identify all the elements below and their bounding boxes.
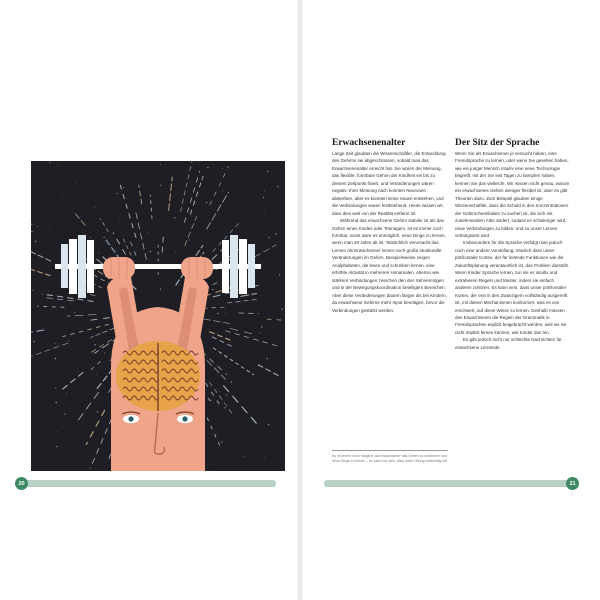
star-dot bbox=[278, 216, 279, 217]
star-dot bbox=[55, 402, 57, 404]
right-hand bbox=[181, 257, 213, 279]
star-dot bbox=[55, 387, 56, 388]
star-dot bbox=[277, 186, 278, 187]
star-dot bbox=[275, 298, 276, 299]
star-dot bbox=[189, 239, 190, 240]
star-dot bbox=[279, 274, 280, 275]
star-dot bbox=[222, 168, 223, 169]
star-dot bbox=[68, 341, 69, 342]
star-dot bbox=[38, 349, 39, 350]
right-plate bbox=[222, 240, 229, 293]
star-dot bbox=[57, 166, 58, 167]
star-dot bbox=[201, 179, 202, 180]
star-dot bbox=[263, 197, 264, 198]
paragraph: Lange Zeit glaubten die Wissenschaftler, die Entwicklung des Gehirns sei abgeschlossen, sobald man das Erwachsenenalter erreicht hat. Sie waren der Meinung, das flexible, formbare Gehirn der Kindheit sei bis zu diesem Zeitpunkt fixiert, und Veränderungen wären negativ: Ihrer Meinung nach konnten Neuronen absterben, aber es konnten keine neuen entstehen, und die Verbindungen waren festtstehend. Heute wissen wir, dass dies weit von der Realität entfernt ist. bbox=[332, 151, 446, 216]
star-dot bbox=[150, 251, 152, 253]
star-dot bbox=[267, 171, 268, 172]
star-dot bbox=[55, 358, 57, 360]
star-dot bbox=[235, 399, 236, 400]
book-gutter bbox=[297, 0, 303, 600]
star-dot bbox=[245, 411, 246, 412]
star-dot bbox=[221, 441, 222, 442]
star-dot bbox=[66, 394, 67, 395]
star-dot bbox=[43, 368, 44, 369]
star-dot bbox=[35, 241, 36, 242]
star-dot bbox=[281, 308, 283, 310]
star-dot bbox=[261, 327, 262, 328]
star-dot bbox=[49, 162, 50, 163]
text-column-2 bbox=[455, 138, 571, 351]
star-dot bbox=[96, 353, 97, 354]
star-dot bbox=[31, 231, 33, 233]
footer-bar-left bbox=[22, 480, 276, 487]
star-dot bbox=[94, 207, 95, 208]
star-dot bbox=[132, 244, 133, 245]
star-dot bbox=[74, 312, 75, 313]
star-dot bbox=[262, 325, 263, 326]
star-dot bbox=[62, 197, 63, 198]
star-dot bbox=[119, 221, 120, 222]
star-dot bbox=[281, 243, 282, 244]
star-dot bbox=[267, 358, 269, 360]
star-dot bbox=[264, 458, 265, 459]
star-dot bbox=[264, 191, 265, 192]
paragraph: Insbesondere für die Sprache verfolgt man jedoch noch eine andere Vorstellung, nämlich dass unser präfrontaler Kortex, der für leitende Funktionen wie die Zukunftsplanung verantwortlich ist, das Problem darstellt. Wenn Kinder Sprache lernen, tun sie es intuitiv und extrahieren Regeln und Muster, indem sie einfach anderen zuhören. Es kann sein, dass unser präfrontaler Kortex, der erst in den Zwanzigern vollständig ausgereift ist, mit diesen Mechanismen konkurriert, was es uns erschwert, auf diese Weise zu lernen. Deshalb müssen den Erwachsenen die Regeln der Grammatik in Fremdsprachen explizit beigebracht werden, weil sie sie nicht implizit lernen können, wie Kinder das tun. bbox=[455, 240, 570, 335]
star-dot bbox=[64, 414, 65, 415]
star-dot bbox=[225, 313, 226, 314]
star-dot bbox=[123, 187, 124, 188]
left-plate bbox=[61, 244, 68, 288]
star-dot bbox=[217, 313, 219, 315]
star-dot bbox=[56, 446, 57, 447]
star-dot bbox=[49, 229, 50, 230]
section-heading-adulthood: Erwachsenenalter bbox=[332, 138, 406, 148]
weightlifting-brain-illustration bbox=[31, 161, 285, 471]
star-dot bbox=[259, 332, 260, 333]
star-dot bbox=[234, 202, 235, 203]
section-heading-language: Der Sitz der Sprache bbox=[455, 138, 540, 148]
page-number-right: 21 bbox=[566, 477, 579, 490]
paragraph: Wenn Sie als Erwachsener je versucht haben, eine Fremdsprache zu lernen, oder wenn Sie gesehen haben, wie ein junger Mensch intuitiv eine neue Technologie begreift, mit der Sie seit Tagen zu kämpfen haben, kennen Sie das vielleicht. Wir wissen nicht genau, warum ein erwachsenes Gehirn weniger flexibel ist, aber es gibt Theorien dazu. Zum Beispiel glauben einige Wissenschaftler, dass die Schuld in den Konzentrationen der Gehirnchemikalien zu suchen ist, die sich mit zunehmendem Alter ändert, sodass es schwieriger wird, neue Verbindungen zu bilden, und so unser Lernen verlangsamt wird. bbox=[455, 151, 570, 238]
star-dot bbox=[268, 237, 269, 238]
page-number-left: 20 bbox=[15, 477, 28, 490]
star-dot bbox=[210, 464, 211, 465]
star-dot bbox=[155, 247, 156, 248]
paragraph: Es gibt jedoch nicht nur schlechte Nachrichten für erwachsene Lernende. bbox=[455, 337, 562, 350]
left-hand bbox=[103, 257, 135, 279]
star-dot bbox=[117, 193, 118, 194]
text-column-1 bbox=[332, 138, 448, 314]
star-dot bbox=[275, 233, 277, 235]
image-caption: Es ist immer noch möglich, als Erwachsener das Gehirn zu verändern und neue Dinge zu lernen – es kann nur sein, dass mehr Übung notwendig ist! bbox=[332, 450, 448, 464]
star-dot bbox=[206, 202, 207, 203]
star-dot bbox=[32, 290, 33, 291]
star-dot bbox=[207, 167, 208, 168]
paragraph: Während das erwachsene Gehirn stabiler ist als das Gehirn eines Kindes oder Teenagers, ist es immer noch formbar, sonst wäre es unmöglich, neue Dinge zu lernen, wenn man 20 Jahre alt ist. Tatsächlich verursacht das Lernen als Erwachsener immer noch große strukturelle Veränderungen im Gehirn. Beispielsweise zeigen Analphabeten, die lesen und schreiben lernen, eine erhöhte Aktivität in mehreren Hirnarealen, ebenso wie stärkere Verbindungen zwischen den den Sehvermögen und in der Bewegungskoordination beteiligten Bereichen. Aber diese Veränderungen dauern länger als bei Kindern, da erwachsene Gehirne mehr Input benötigen, bevor die Verbindungen gestärkt werden. bbox=[332, 218, 447, 313]
star-dot bbox=[48, 291, 49, 292]
star-dot bbox=[231, 381, 232, 382]
star-dot bbox=[33, 341, 34, 342]
star-dot bbox=[94, 344, 96, 346]
star-dot bbox=[160, 289, 161, 290]
star-dot bbox=[96, 375, 97, 376]
star-dot bbox=[254, 294, 255, 295]
brain bbox=[116, 341, 200, 411]
star-dot bbox=[76, 182, 77, 183]
star-dot bbox=[244, 456, 245, 457]
star-dot bbox=[31, 224, 32, 225]
star-dot bbox=[153, 181, 154, 182]
star-dot bbox=[174, 217, 175, 218]
star-dot bbox=[35, 406, 36, 407]
footer-bar-right bbox=[324, 480, 576, 487]
star-dot bbox=[268, 424, 269, 425]
star-dot bbox=[226, 358, 227, 359]
star-dot bbox=[90, 237, 91, 238]
star-dot bbox=[97, 411, 98, 412]
star-dot bbox=[210, 400, 211, 401]
star-dot bbox=[147, 232, 148, 233]
star-dot bbox=[55, 343, 56, 344]
star-dot bbox=[219, 391, 220, 392]
star-dot bbox=[253, 228, 254, 229]
star-dot bbox=[264, 213, 265, 214]
star-dot bbox=[104, 352, 105, 353]
star-dot bbox=[56, 431, 57, 432]
star-dot bbox=[223, 190, 224, 191]
star-dot bbox=[160, 164, 161, 165]
star-dot bbox=[160, 185, 161, 186]
star-dot bbox=[105, 379, 106, 380]
star-dot bbox=[247, 170, 248, 171]
star-dot bbox=[224, 407, 225, 408]
star-dot bbox=[226, 394, 227, 395]
star-dot bbox=[175, 251, 176, 252]
star-dot bbox=[37, 226, 38, 227]
